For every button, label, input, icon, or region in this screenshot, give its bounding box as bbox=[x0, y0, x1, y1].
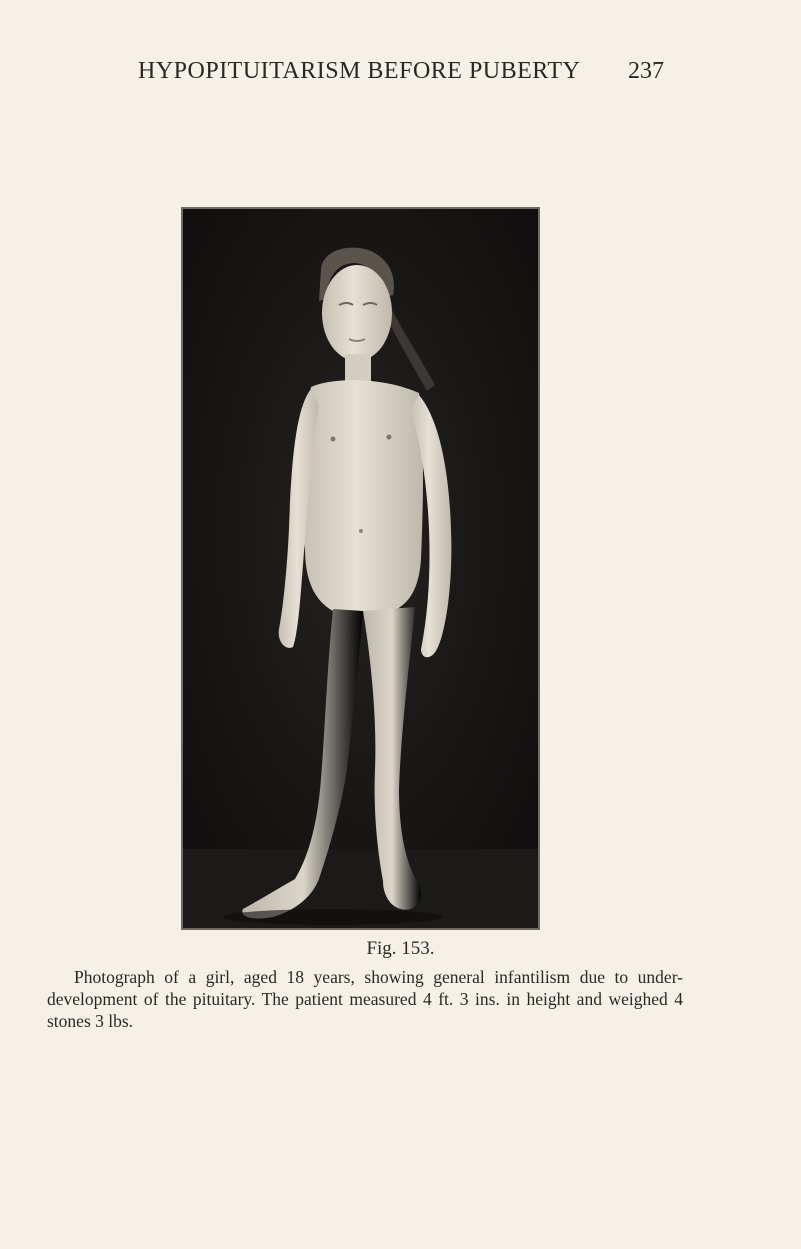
figure-caption: Photograph of a girl, aged 18 years, showing general infantilism due to under-development of the pituitary. The patient measured 4 ft. 3 ins. in height and weighed 4 stones 3 lbs. bbox=[47, 967, 683, 1031]
running-title: HYPOPITUITARISM BEFORE PUBERTY bbox=[138, 58, 581, 84]
page-number: 237 bbox=[628, 58, 664, 84]
photograph-illustration bbox=[183, 209, 538, 928]
photograph-plate bbox=[181, 207, 540, 930]
running-head bbox=[0, 58, 801, 92]
figure-label: Fig. 153. bbox=[366, 938, 435, 959]
